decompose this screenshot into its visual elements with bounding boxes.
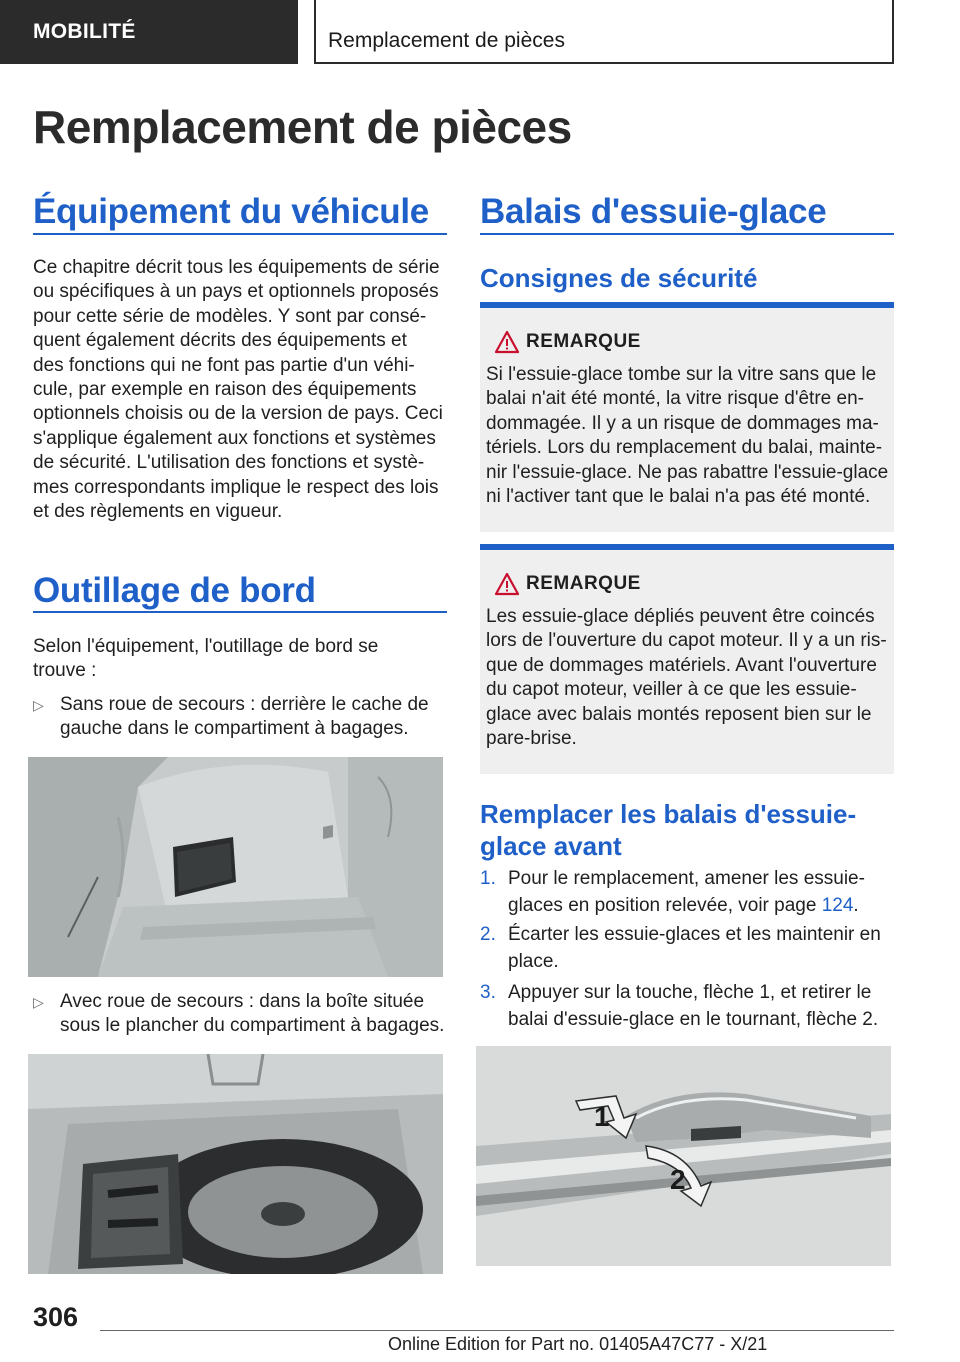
text-line: ni l'activer tant que le balai n'a pas été monté. (486, 486, 871, 508)
text-line: cule, par exemple en raison des équipements (33, 379, 417, 401)
text-line: s'applique également aux fonctions et systèmes (33, 427, 436, 449)
spare-wheel-illustration (28, 1054, 443, 1274)
equipment-rule (33, 233, 447, 235)
warning-text (486, 605, 890, 751)
chapter-tab: Remplacement de pièces (314, 0, 894, 64)
text-line: sous le plancher du compartiment à bagages. (60, 1015, 445, 1037)
bullet-item (33, 693, 453, 743)
text-line: lors de l'ouverture du capot moteur. Il y a un ris‐ (486, 630, 887, 652)
text-line: place. (508, 950, 559, 972)
wipers-rule (480, 233, 894, 235)
text-line: quent également décrits des équipements et (33, 330, 407, 352)
step-item (480, 922, 900, 976)
text-line: Les essuie-glace dépliés peuvent être coincés (486, 606, 875, 627)
step-number: 2. (480, 924, 496, 945)
text-line: et des règlements en vigueur. (33, 501, 283, 523)
trunk-cover-image (28, 757, 443, 977)
arrow-label-2: 2 (670, 1164, 686, 1195)
text-line: Avec roue de secours : dans la boîte située (60, 991, 425, 1012)
warning-triangle-icon (494, 330, 520, 354)
page-title: Remplacement de pièces (33, 101, 572, 153)
section-tab: MOBILITÉ (0, 0, 298, 64)
toolkit-intro (33, 635, 453, 684)
text-line: que de dommages matériels. Avant l'ouverture (486, 654, 877, 676)
warning-box (480, 544, 894, 774)
wiper-illustration (476, 1046, 891, 1266)
text-line: Appuyer sur la touche, flèche 1, et retirer le (508, 982, 872, 1003)
text-line: Si l'essuie-glace tombe sur la vitre sans que le (486, 364, 877, 385)
text-punct: . (853, 894, 859, 916)
replace-heading (480, 798, 900, 862)
equipment-paragraph (33, 256, 453, 524)
text-line: dommagée. Il y a un risque de dommages ma‐ (486, 412, 879, 434)
wiper-blade-image (476, 1046, 891, 1266)
bullet-item (33, 990, 453, 1040)
text-line: Ce chapitre décrit tous les équipements de série (33, 257, 440, 278)
footer-edition: Online Edition for Part no. 01405A47C77 - X/21 (388, 1334, 768, 1354)
wipers-heading: Balais d'essuie-glace (480, 192, 827, 231)
spare-wheel-image (28, 1054, 443, 1274)
toolkit-heading: Outillage de bord (33, 571, 316, 610)
warning-triangle-icon (494, 572, 520, 596)
warning-bar (480, 544, 894, 550)
text-line: des fonctions qui ne font pas partie d'un véhi‐ (33, 354, 415, 376)
equipment-heading: Équipement du véhicule (33, 192, 429, 231)
step-number: 1. (480, 868, 496, 889)
heading-line: glace avant (480, 831, 622, 861)
footer-rule (100, 1330, 894, 1331)
bullet-triangle-icon: ▷ (33, 994, 44, 1010)
bullet-triangle-icon: ▷ (33, 697, 44, 713)
step-number: 3. (480, 982, 496, 1003)
heading-line: Remplacer les balais d'essuie- (480, 799, 857, 829)
warning-bar (480, 302, 894, 308)
text-line: trouve : (33, 660, 97, 682)
step-item (480, 866, 900, 920)
warning-box (480, 302, 894, 532)
toolkit-rule (33, 611, 447, 613)
text-line: balai n'ait été monté, la vitre risque d'être en‐ (486, 388, 864, 410)
text-line: ou spécifiques à un pays et optionnels proposés (33, 281, 439, 303)
step-item (480, 980, 900, 1034)
warning-title: REMARQUE (526, 573, 641, 594)
text-line: glaces en position relevée, voir page (508, 894, 822, 916)
page-link[interactable]: 124 (821, 894, 854, 916)
safety-heading: Consignes de sécurité (480, 263, 758, 293)
arrow-label-1: 1 (594, 1101, 610, 1132)
warning-title: REMARQUE (526, 331, 641, 352)
text-line: balai d'essuie-glace en le tournant, flèche 2. (508, 1008, 879, 1030)
text-line: pour cette série de modèles. Y sont par consé‐ (33, 305, 427, 327)
text-line: Écarter les essuie-glaces et les maintenir en (508, 924, 881, 945)
warning-text (486, 363, 890, 509)
trunk-illustration (28, 757, 443, 977)
text-line: glace avec balais montés reposent bien sur le (486, 703, 872, 725)
text-line: Sans roue de secours : derrière le cache de (60, 694, 429, 715)
text-line: tériels. Lors du remplacement du balai, mainte‐ (486, 437, 883, 459)
text-line: gauche dans le compartiment à bagages. (60, 718, 409, 740)
text-line: Selon l'équipement, l'outillage de bord se (33, 636, 379, 657)
text-line: mes correspondants implique le respect des lois (33, 476, 439, 498)
text-line: du capot moteur, veiller à ce que les essuie- (486, 679, 857, 701)
text-line: pare-brise. (486, 728, 577, 750)
text-line: Pour le remplacement, amener les essuie- (508, 868, 865, 889)
text-line: nir l'essuie-glace. Ne pas rabattre l'essuie-glace (486, 461, 889, 483)
text-line: de sécurité. L'utilisation des fonctions et systè‐ (33, 452, 425, 474)
page-number: 306 (33, 1302, 79, 1332)
text-line: optionnels choisis ou de la version de pays. Ceci (33, 403, 443, 425)
